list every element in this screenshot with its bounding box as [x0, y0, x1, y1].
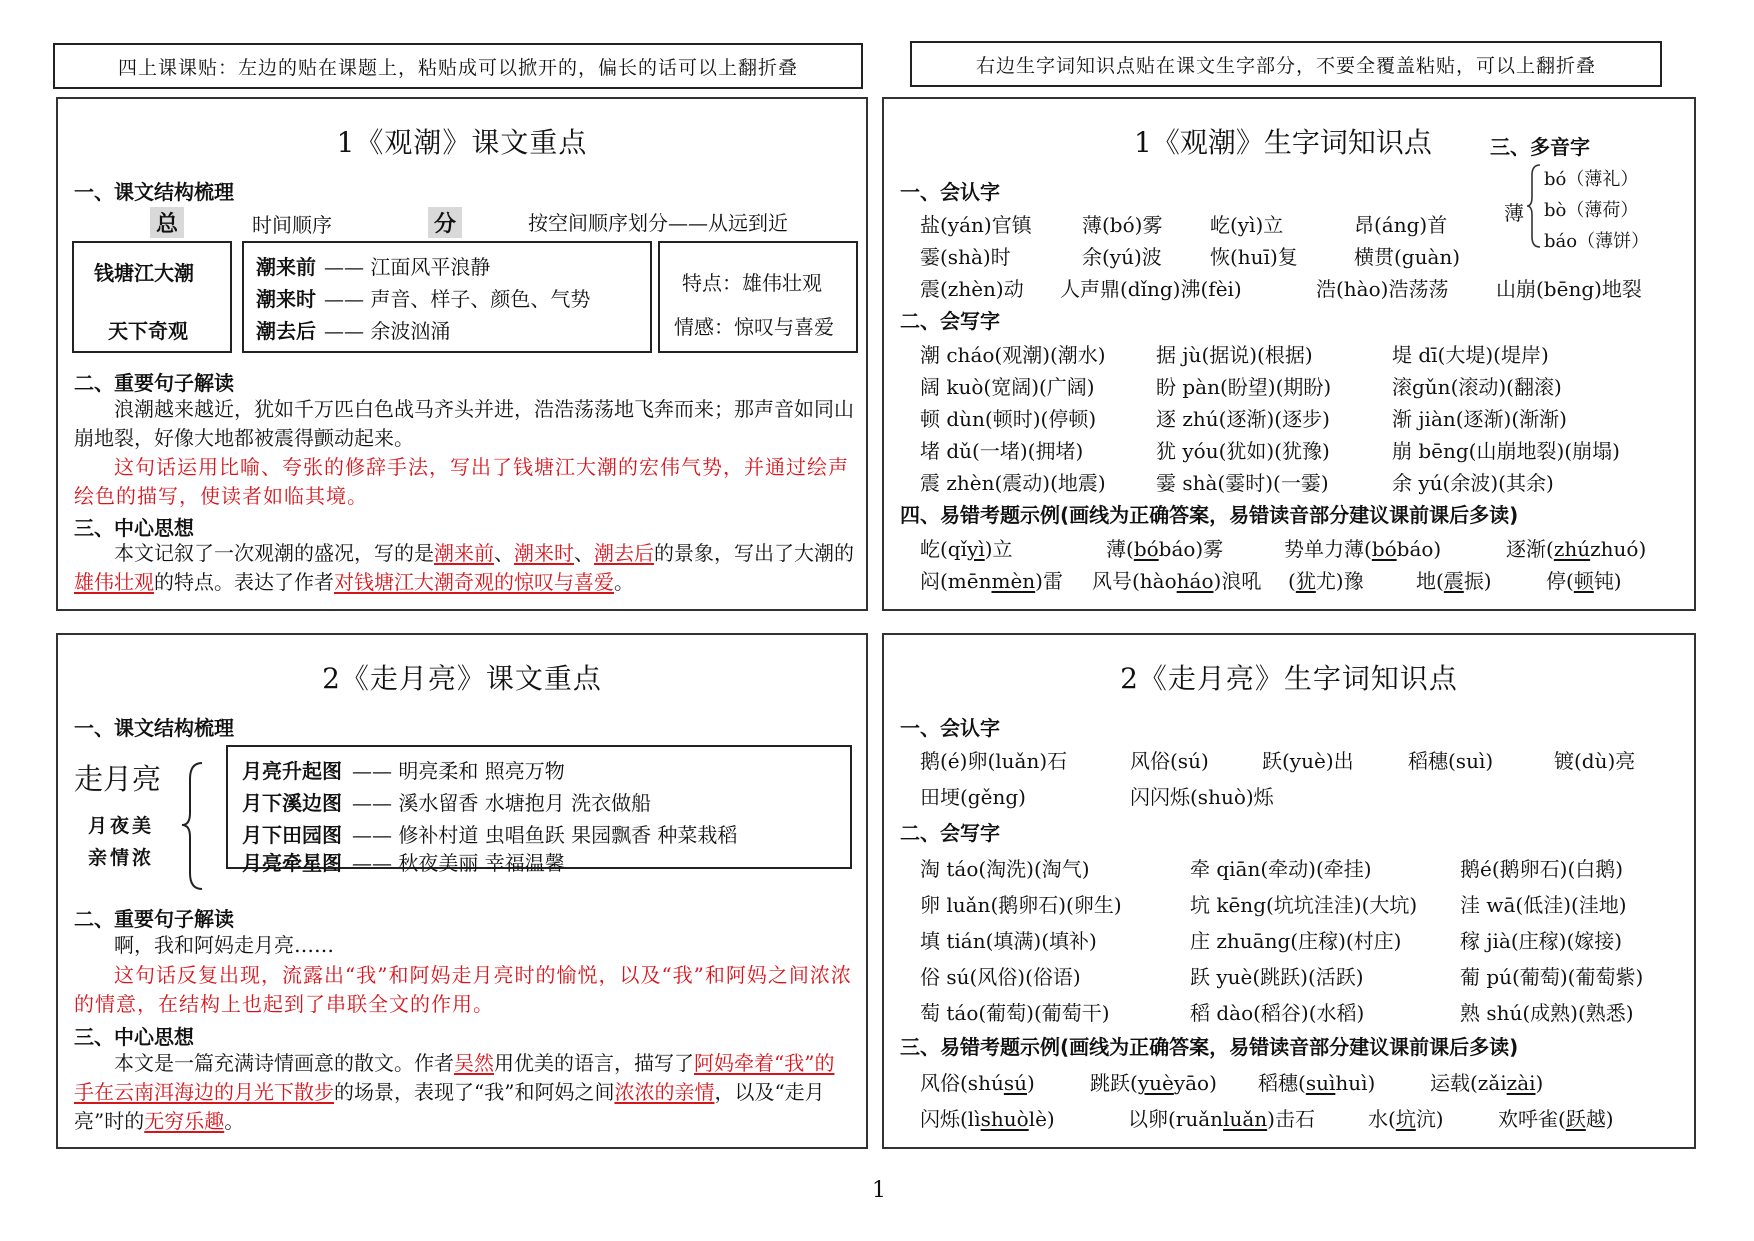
read-word: 恢(huī)复 — [1210, 245, 1298, 269]
error-text: 停( — [1546, 569, 1574, 593]
panel-title: 1《观潮》课文重点 — [336, 126, 588, 159]
central-text: 。 — [224, 1109, 245, 1133]
error-text: báo)雾 — [1158, 537, 1224, 561]
polyphone-reading: bò（薄荷） — [1544, 200, 1639, 221]
error-text: lè) — [1028, 1107, 1055, 1131]
central-text: ，以及“走月亮”时的 — [74, 1080, 825, 1133]
error-text: 尤)豫 — [1315, 569, 1364, 593]
error-answer: 顿 — [1573, 569, 1594, 593]
section-heading: 二、会写字 — [900, 821, 1000, 845]
panel-title: 1《观潮》生字词知识点 — [1134, 126, 1432, 159]
emotion-text: 情感：惊叹与喜爱 — [674, 315, 834, 339]
structure-theme: 亲情浓 — [88, 847, 155, 869]
error-row — [920, 533, 1646, 562]
read-word: 稻穗(suì) — [1408, 749, 1494, 773]
error-text: 欢呼雀( — [1498, 1107, 1566, 1131]
write-word: 熟 shú(成熟)(熟悉) — [1460, 1001, 1634, 1025]
central-answer: 潮去后 — [594, 541, 654, 565]
error-item — [1430, 1067, 1543, 1096]
scene-desc: —— 溪水留香 水塘抱月 洗衣做船 — [352, 791, 652, 815]
note-left — [53, 43, 863, 89]
read-word: 薄(bó)雾 — [1082, 213, 1163, 237]
structure-theme: 月夜美 — [88, 815, 155, 837]
brace-icon — [1526, 163, 1542, 249]
scene-desc: —— 秋夜美丽 幸福温馨 — [352, 851, 565, 875]
error-answer: 震 — [1443, 569, 1464, 593]
error-text: )浪吼 — [1213, 569, 1262, 593]
error-text: 闪烁(lì — [920, 1107, 981, 1131]
error-text: huì) — [1335, 1071, 1376, 1095]
error-answer: sú — [1003, 1071, 1027, 1095]
write-word: 盼 pàn(盼望)(期盼) — [1156, 375, 1332, 399]
error-item — [920, 1067, 1090, 1096]
error-item — [1416, 565, 1546, 594]
central-text: 用优美的语言，描写了 — [494, 1051, 694, 1075]
note-right — [910, 41, 1662, 87]
read-word: 田埂(gěng) — [920, 785, 1026, 809]
error-text: )击石 — [1267, 1107, 1315, 1131]
scene-desc: —— 修补村道 虫唱鱼跃 果园飘香 种菜栽稻 — [352, 823, 738, 847]
key-sentence: 啊，我和阿妈走月亮…… — [114, 933, 334, 957]
central-answer: 无穷乐趣 — [144, 1109, 225, 1133]
error-item — [1546, 565, 1622, 594]
error-answer: 犹 — [1295, 569, 1316, 593]
error-text: 逐渐( — [1506, 537, 1554, 561]
time-order: 时间顺序 — [252, 213, 332, 237]
read-word: 人声鼎(dǐng)沸(fèi) — [1060, 277, 1242, 301]
error-text: 越) — [1585, 1107, 1614, 1131]
error-text: ) — [1535, 1071, 1544, 1095]
error-text: 闷(mēn — [920, 569, 992, 593]
fen-label: 分 — [428, 207, 462, 238]
read-word: 昂(áng)首 — [1354, 213, 1448, 237]
error-text: 稻穗( — [1258, 1071, 1306, 1095]
structure-title: 走月亮 — [74, 762, 162, 796]
error-answer: bó — [1133, 537, 1159, 561]
note-right-text: 右边生字词知识点贴在课文生字部分，不要全覆盖粘贴，可以上翻折叠 — [975, 54, 1596, 77]
error-answer: suì — [1305, 1071, 1336, 1095]
error-item — [1368, 1103, 1498, 1132]
error-text: 地( — [1416, 569, 1444, 593]
write-word: 萄 táo(葡萄)(葡萄干) — [920, 1001, 1110, 1025]
scene-name: 月亮升起图 — [242, 759, 342, 783]
error-text: zhuó) — [1590, 537, 1647, 561]
stage-after-desc: —— 余波汹涌 — [324, 319, 451, 343]
stage-before-desc: —— 江面风平浪静 — [324, 255, 491, 279]
structure-middle-box — [242, 241, 652, 353]
write-word: 堵 dǔ(一堵)(拥堵) — [920, 439, 1084, 463]
central-answer: 对钱塘江大潮奇观的惊叹与喜爱 — [334, 570, 614, 594]
write-word: 稻 dào(稻谷)(水稻) — [1190, 1001, 1365, 1025]
write-word: 犹 yóu(犹如)(犹豫) — [1156, 439, 1330, 463]
central-text: 、 — [494, 541, 514, 565]
write-word: 卵 luǎn(鹅卵石)(卵生) — [920, 893, 1122, 917]
read-word: 屹(yì)立 — [1210, 213, 1284, 237]
error-item — [920, 533, 1106, 562]
section-heading: 一、会认字 — [900, 180, 1000, 204]
stage-during-desc: —— 声音、样子、颜色、气势 — [324, 287, 591, 311]
error-item — [920, 1103, 1128, 1132]
error-item — [1284, 533, 1506, 562]
central-answer: 阿妈牵着“我”的手在云南洱海边的月光下散步 — [74, 1051, 835, 1104]
feature-text: 特点：雄伟壮观 — [682, 271, 822, 295]
read-word: 霎(shà)时 — [920, 245, 1011, 269]
central-answer: 潮来时 — [514, 541, 574, 565]
error-text: )雷 — [1035, 569, 1063, 593]
read-word: 横贯(guàn) — [1354, 245, 1461, 269]
write-word: 震 zhèn(震动)(地震) — [920, 471, 1106, 495]
scene-name: 月下田园图 — [242, 823, 342, 847]
write-word: 顿 dùn(顿时)(停顿) — [920, 407, 1097, 431]
error-text: báo) — [1396, 537, 1442, 561]
central-text: 的场景，表现了“我”和阿妈之间 — [334, 1080, 615, 1104]
central-text: 本文记叙了一次观潮的盛况，写的是 — [114, 541, 434, 565]
error-answer: 坑 — [1395, 1107, 1416, 1131]
error-text: 沆) — [1415, 1107, 1444, 1131]
write-word: 逐 zhú(逐渐)(逐步) — [1156, 407, 1330, 431]
left-box-line1: 钱塘江大潮 — [94, 261, 194, 285]
note-left-text: 四上课课贴：左边的贴在课题上，粘贴成可以掀开的，偏长的话可以上翻折叠 — [117, 56, 798, 79]
central-answer: 吴然 — [454, 1051, 494, 1075]
panel-guanchao-vocab — [882, 97, 1696, 611]
error-answer: yuè — [1137, 1071, 1174, 1095]
left-box-line2: 天下奇观 — [108, 319, 188, 343]
write-word: 稼 jià(庄稼)(嫁接) — [1460, 929, 1623, 953]
read-word: 跃(yuè)出 — [1262, 749, 1354, 773]
error-text: ) — [1026, 1071, 1035, 1095]
section-heading: 二、重要句子解读 — [74, 907, 234, 931]
scene-row — [242, 847, 565, 876]
write-word: 阔 kuò(宽阔)(广阔) — [920, 375, 1095, 399]
central-text: 的景象，写出了大潮的 — [654, 541, 854, 565]
central-idea — [74, 1049, 854, 1136]
scene-name: 月下溪边图 — [242, 791, 342, 815]
error-text: 水( — [1368, 1107, 1396, 1131]
error-text: 钝) — [1593, 569, 1622, 593]
read-word: 鹅(é)卵(luǎn)石 — [920, 749, 1068, 773]
central-answer: 雄伟壮观 — [74, 570, 154, 594]
section-heading: 一、会认字 — [900, 716, 1000, 740]
read-word: 震(zhèn)动 — [920, 277, 1024, 301]
central-text: 、 — [574, 541, 594, 565]
page-number: 1 — [872, 1178, 886, 1203]
error-answer: háo — [1176, 569, 1214, 593]
write-word: 洼 wā(低洼)(洼地) — [1460, 893, 1627, 917]
error-item — [1258, 1067, 1430, 1096]
section-heading: 四、易错考题示例(画线为正确答案，易错读音部分建议课前课后多读) — [900, 503, 1519, 527]
polyphone-reading: báo（薄饼） — [1544, 231, 1650, 252]
read-word: 浩(hào)浩荡荡 — [1316, 277, 1449, 301]
error-answer: 跃 — [1565, 1107, 1586, 1131]
stage-before: 潮来前 — [256, 255, 316, 279]
scene-row — [242, 819, 737, 848]
write-word: 淘 táo(淘洗)(淘气) — [920, 857, 1090, 881]
section-heading: 二、会写字 — [900, 309, 1000, 333]
central-text: 。 — [614, 570, 634, 594]
error-text: 薄( — [1106, 537, 1134, 561]
write-word: 崩 bēng(山崩地裂)(崩塌) — [1392, 439, 1620, 463]
central-idea — [74, 539, 854, 597]
polyphone-char: 薄 — [1504, 201, 1524, 225]
panel-zouyueliang-key-points — [56, 633, 868, 1149]
write-word: 填 tián(填满)(填补) — [920, 929, 1097, 953]
scene-row — [242, 787, 651, 816]
scene-row — [242, 755, 565, 784]
read-word: 盐(yán)官镇 — [920, 213, 1032, 237]
error-answer: bó — [1371, 537, 1397, 561]
scene-desc: —— 明亮柔和 照亮万物 — [352, 759, 565, 783]
error-text: )立 — [984, 537, 1013, 561]
error-answer: zhú — [1553, 537, 1591, 561]
section-heading: 一、课文结构梳理 — [74, 716, 234, 740]
write-word: 葡 pú(葡萄)(葡萄紫) — [1460, 965, 1644, 989]
sentence-analysis: 这句话反复出现，流露出“我”和阿妈走月亮时的愉悦，以及“我”和阿妈之间浓浓的情意，在结构上也起到了串联全文的作用。 — [74, 963, 852, 1016]
spatial-order: 按空间顺序划分——从远到近 — [528, 211, 788, 235]
error-text: 运载(zǎi — [1430, 1071, 1507, 1095]
error-answer: shuò — [980, 1107, 1029, 1131]
stage-after: 潮去后 — [256, 319, 316, 343]
write-word: 鹅é(鹅卵石)(白鹅) — [1460, 857, 1624, 881]
sentence-analysis: 这句话运用比喻、夸张的修辞手法，写出了钱塘江大潮的宏伟气势，并通过绘声绘色的描写，使读者如临其境。 — [74, 455, 849, 508]
write-word: 堤 dī(大堤)(堤岸) — [1392, 343, 1549, 367]
section-heading: 一、课文结构梳理 — [74, 180, 234, 204]
read-word: 风俗(sú) — [1130, 749, 1209, 773]
error-item — [1288, 565, 1416, 594]
panel-title: 2《走月亮》生字词知识点 — [1120, 662, 1458, 695]
error-row — [920, 565, 1622, 594]
error-item — [1498, 1103, 1614, 1132]
panel-title: 2《走月亮》课文重点 — [322, 662, 602, 695]
error-text: 势单力薄( — [1284, 537, 1372, 561]
error-text: 以卵(ruǎn — [1128, 1107, 1224, 1131]
write-word: 渐 jiàn(逐渐)(渐渐) — [1392, 407, 1567, 431]
error-answer: luǎn — [1223, 1107, 1268, 1131]
error-answer: yì — [967, 537, 985, 561]
error-row — [920, 1067, 1543, 1096]
write-word: 滚gǔn(滚动)(翻滚) — [1392, 375, 1562, 399]
error-item — [1106, 533, 1284, 562]
panel-zouyueliang-vocab — [882, 633, 1696, 1149]
write-word: 跃 yuè(跳跃)(活跃) — [1190, 965, 1364, 989]
section-heading: 三、中心思想 — [74, 516, 194, 540]
key-sentence: 浪潮越来越近，犹如千万匹白色战马齐头并进，浩浩荡荡地飞奔而来；那声音如同山崩地裂，好像大地都被震得颤动起来。 — [74, 397, 854, 450]
error-item — [920, 565, 1092, 594]
write-word: 庄 zhuāng(庄稼)(村庄) — [1190, 929, 1402, 953]
write-word: 坑 kēng(坑坑洼洼)(大坑) — [1190, 893, 1418, 917]
panel-guanchao-key-points — [56, 97, 868, 611]
structure-right-box — [658, 241, 858, 353]
error-text: yāo) — [1173, 1071, 1217, 1095]
error-text: 风号(hào — [1092, 569, 1177, 593]
zong-label: 总 — [150, 207, 184, 238]
write-word: 余 yú(余波)(其余) — [1392, 471, 1554, 495]
central-text: 的特点。表达了作者 — [154, 570, 334, 594]
error-answer: mèn — [991, 569, 1036, 593]
stage-during: 潮来时 — [256, 287, 316, 311]
polyphone-heading: 三、多音字 — [1490, 135, 1590, 159]
section-heading: 二、重要句子解读 — [74, 371, 234, 395]
read-word: 余(yú)波 — [1082, 245, 1162, 269]
write-word: 牵 qiān(牵动)(牵挂) — [1190, 857, 1372, 881]
error-text: ( — [1288, 569, 1296, 593]
write-word: 霎 shà(霎时)(一霎) — [1156, 471, 1329, 495]
read-word: 镀(dù)亮 — [1554, 749, 1636, 773]
error-text: 振) — [1463, 569, 1492, 593]
polyphone-reading: bó（薄礼） — [1544, 169, 1639, 190]
error-item — [1092, 565, 1288, 594]
error-text: 跳跃( — [1090, 1071, 1138, 1095]
error-item — [1090, 1067, 1258, 1096]
brace-icon — [180, 761, 206, 891]
read-word: 山崩(bēng)地裂 — [1496, 277, 1642, 301]
section-heading: 三、中心思想 — [74, 1025, 194, 1049]
write-word: 据 jù(据说)(根据) — [1156, 343, 1313, 367]
read-word: 闪闪烁(shuò)烁 — [1130, 785, 1274, 809]
error-row — [920, 1103, 1614, 1132]
scene-name: 月亮牵星图 — [242, 851, 342, 875]
section-heading: 三、易错考题示例(画线为正确答案，易错读音部分建议课前课后多读) — [900, 1035, 1519, 1059]
structure-left-box — [72, 241, 232, 353]
write-word: 俗 sú(风俗)(俗语) — [920, 965, 1081, 989]
central-answer: 潮来前 — [434, 541, 494, 565]
error-text: 屹(qǐ — [920, 537, 968, 561]
error-item — [1128, 1103, 1368, 1132]
central-answer: 浓浓的亲情 — [614, 1080, 715, 1104]
error-text: 风俗(shú — [920, 1071, 1004, 1095]
write-word: 潮 cháo(观潮)(潮水) — [920, 343, 1106, 367]
error-item — [1506, 533, 1646, 562]
error-answer: zài — [1506, 1071, 1536, 1095]
central-text: 本文是一篇充满诗情画意的散文。作者 — [114, 1051, 454, 1075]
structure-scenes-box — [226, 745, 852, 875]
